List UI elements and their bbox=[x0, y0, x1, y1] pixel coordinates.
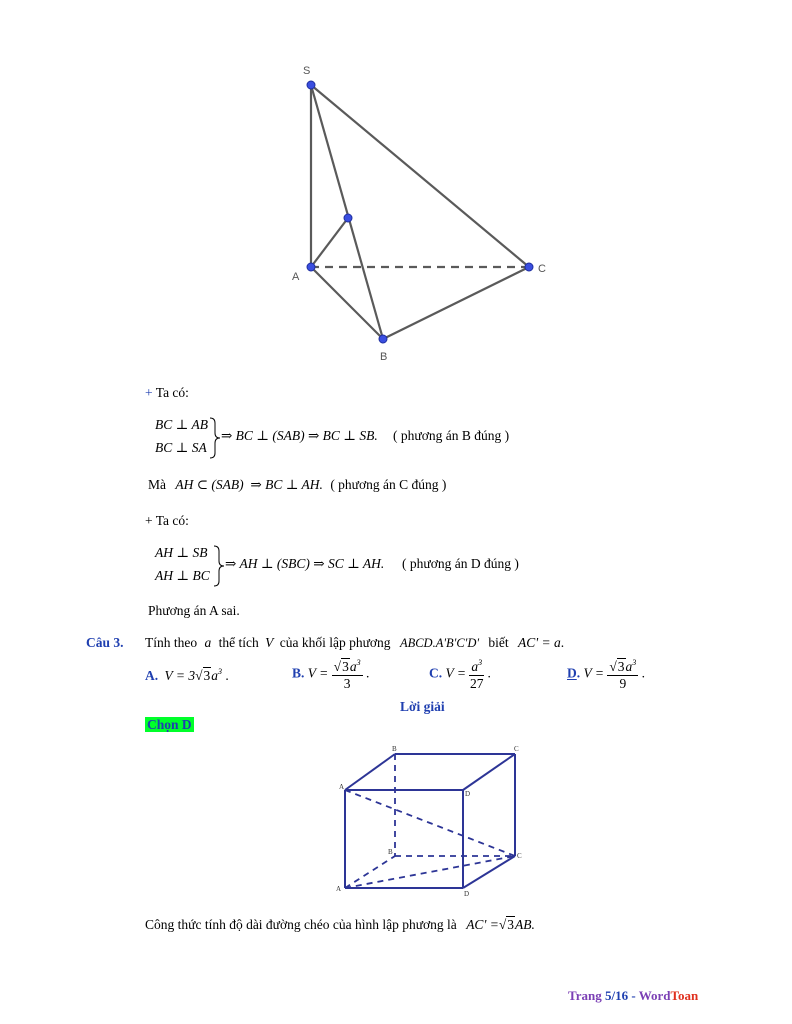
option-b-lhs: V = bbox=[307, 665, 329, 681]
footer-trang: Trang bbox=[568, 988, 602, 1003]
footer-sep: - bbox=[631, 988, 636, 1003]
option-c-label: C. bbox=[429, 665, 443, 681]
ma-math: AH ⊂ (SAB) ⇒ BC ⊥ AH. bbox=[175, 477, 323, 492]
q3-end: . bbox=[560, 635, 565, 650]
brace1-line1: BC ⊥ AB bbox=[155, 417, 208, 432]
cube-label-b-bot: B bbox=[388, 848, 393, 856]
cube-figure bbox=[330, 742, 530, 898]
footer-page: 5/16 bbox=[604, 988, 629, 1003]
brace2-note: ( phương án D đúng ) bbox=[402, 556, 519, 571]
page-footer bbox=[568, 988, 698, 1004]
option-a-expr bbox=[165, 668, 226, 683]
brace-system-1 bbox=[155, 417, 555, 462]
cube-label-a-top: A bbox=[339, 783, 345, 791]
cube-label-a-bot: A bbox=[336, 885, 342, 893]
cube-label-b-top: B bbox=[392, 745, 397, 753]
label-c: C bbox=[538, 263, 546, 275]
cube-edge bbox=[345, 754, 395, 790]
footer-toan: Toan bbox=[670, 988, 699, 1003]
cau-label: Câu 3. bbox=[86, 635, 124, 650]
pyramid-figure bbox=[280, 60, 560, 370]
label-s: S bbox=[303, 65, 311, 77]
cube-label-d-top: D bbox=[465, 790, 471, 798]
formula-lhs: AC' = bbox=[466, 917, 499, 932]
point-b bbox=[379, 335, 387, 343]
option-c-lhs: V = bbox=[445, 665, 466, 681]
point-a bbox=[307, 263, 315, 271]
option-b-den: 3 bbox=[343, 676, 351, 691]
conclusion-line: Phương án A sai. bbox=[148, 603, 240, 618]
q3-var-v: V bbox=[265, 635, 274, 650]
label-b: B bbox=[380, 351, 388, 363]
option-c-fraction bbox=[469, 655, 484, 692]
solution-title: Lời giải bbox=[400, 699, 445, 714]
label-a: A bbox=[292, 271, 300, 283]
option-d-den: 9 bbox=[619, 676, 627, 691]
option-a-prefix: V = 3 bbox=[164, 668, 196, 683]
brace-system-2 bbox=[155, 545, 575, 590]
edge-bc bbox=[383, 267, 529, 339]
option-d-lhs: V = bbox=[583, 665, 604, 681]
formula-text: Công thức tính độ dài đường chéo của hình lập phương là bbox=[145, 917, 457, 932]
option-c[interactable]: C. V = $\frac{a^3}{27}$ . bbox=[429, 655, 491, 692]
brace2-result: ⇒ AH ⊥ (SBC) ⇒ SC ⊥ AH. bbox=[225, 556, 385, 571]
q3-mid3: biết bbox=[488, 635, 509, 650]
option-d-exp: 3 bbox=[632, 658, 637, 667]
q3-mid: thể tích bbox=[218, 635, 259, 650]
option-b-label: B. bbox=[292, 665, 305, 681]
bullet-plus: + bbox=[145, 385, 153, 400]
right-brace-2 bbox=[212, 545, 226, 587]
option-b-num-var: a bbox=[349, 659, 357, 674]
ta-co-text: Ta có: bbox=[155, 385, 189, 400]
brace1-result: ⇒ BC ⊥ (SAB) ⇒ BC ⊥ SB. bbox=[221, 428, 378, 443]
formula-root: 3 bbox=[507, 917, 514, 932]
ma-line bbox=[148, 477, 446, 493]
ma-prefix: Mà bbox=[148, 477, 166, 492]
brace1-line2: BC ⊥ SA bbox=[155, 440, 207, 455]
option-d-letter: D bbox=[567, 665, 577, 681]
question-3-label bbox=[86, 635, 124, 651]
sqrt-icon: √3 bbox=[498, 917, 514, 932]
footer-word: Word bbox=[638, 988, 671, 1003]
brace1-note: ( phương án B đúng ) bbox=[393, 428, 510, 443]
option-b-root: 3 bbox=[342, 659, 349, 674]
point-s bbox=[307, 81, 315, 89]
edge-sb bbox=[311, 85, 383, 339]
option-b-exp: 3 bbox=[356, 658, 361, 667]
right-brace-1 bbox=[208, 417, 222, 459]
option-a-root: 3 bbox=[203, 668, 211, 683]
question-3-text bbox=[145, 635, 564, 651]
option-b-fraction bbox=[332, 655, 363, 692]
q3-mid2: của khối lập phương bbox=[279, 635, 391, 650]
q3-var-a: a bbox=[204, 635, 212, 650]
chosen-answer bbox=[145, 717, 194, 733]
option-d-fraction bbox=[607, 655, 638, 692]
option-d-num-var: a bbox=[625, 659, 633, 674]
edge-sc bbox=[311, 85, 529, 267]
cube-label-d-bot: D bbox=[464, 890, 470, 898]
option-c-den: 27 bbox=[470, 676, 484, 691]
sqrt-icon: √3 bbox=[609, 659, 625, 674]
option-c-num: a bbox=[471, 659, 479, 674]
ta-co-line-2: + Ta có: bbox=[145, 513, 189, 528]
option-c-exp: 3 bbox=[478, 658, 483, 667]
chosen-badge: Chọn D bbox=[147, 717, 192, 732]
segment-ah bbox=[311, 218, 348, 267]
q3-solid: ABCD.A'B'C'D' bbox=[399, 636, 480, 650]
cube-edge bbox=[463, 754, 515, 790]
point-h bbox=[344, 214, 352, 222]
option-d-root: 3 bbox=[617, 659, 625, 674]
option-a-label: A. bbox=[145, 668, 159, 683]
point-c bbox=[525, 263, 533, 271]
q3-given: AC' = a bbox=[518, 635, 561, 650]
cube-label-c-top: C bbox=[514, 745, 519, 753]
option-d[interactable]: D. V = $\frac{√3a^3}{9}$ . bbox=[567, 655, 645, 692]
ma-note: ( phương án C đúng ) bbox=[330, 477, 447, 492]
option-a-suffix: a bbox=[211, 668, 219, 683]
option-b[interactable]: B. V = $\frac{√3a^3}{3}$ . bbox=[292, 655, 369, 692]
cube-label-c-bot: C bbox=[517, 852, 522, 860]
formula-line bbox=[145, 917, 535, 933]
option-a[interactable]: A. $V = 3√3a^3$ . bbox=[145, 667, 229, 683]
brace2-line2: AH ⊥ BC bbox=[155, 568, 210, 583]
cube-diagonal bbox=[345, 790, 515, 856]
sqrt-icon: √3 bbox=[195, 668, 211, 683]
option-d-dot: . bbox=[576, 665, 581, 681]
sqrt-icon: √3 bbox=[333, 659, 349, 674]
option-d-label bbox=[567, 666, 580, 681]
ta-co-line-1 bbox=[145, 385, 189, 401]
formula-rhs: AB. bbox=[514, 917, 535, 932]
option-a-exp: 3 bbox=[218, 667, 223, 676]
q3-prefix: Tính theo bbox=[145, 635, 198, 650]
brace2-line1: AH ⊥ SB bbox=[155, 545, 208, 560]
footer-brand bbox=[639, 988, 699, 1003]
